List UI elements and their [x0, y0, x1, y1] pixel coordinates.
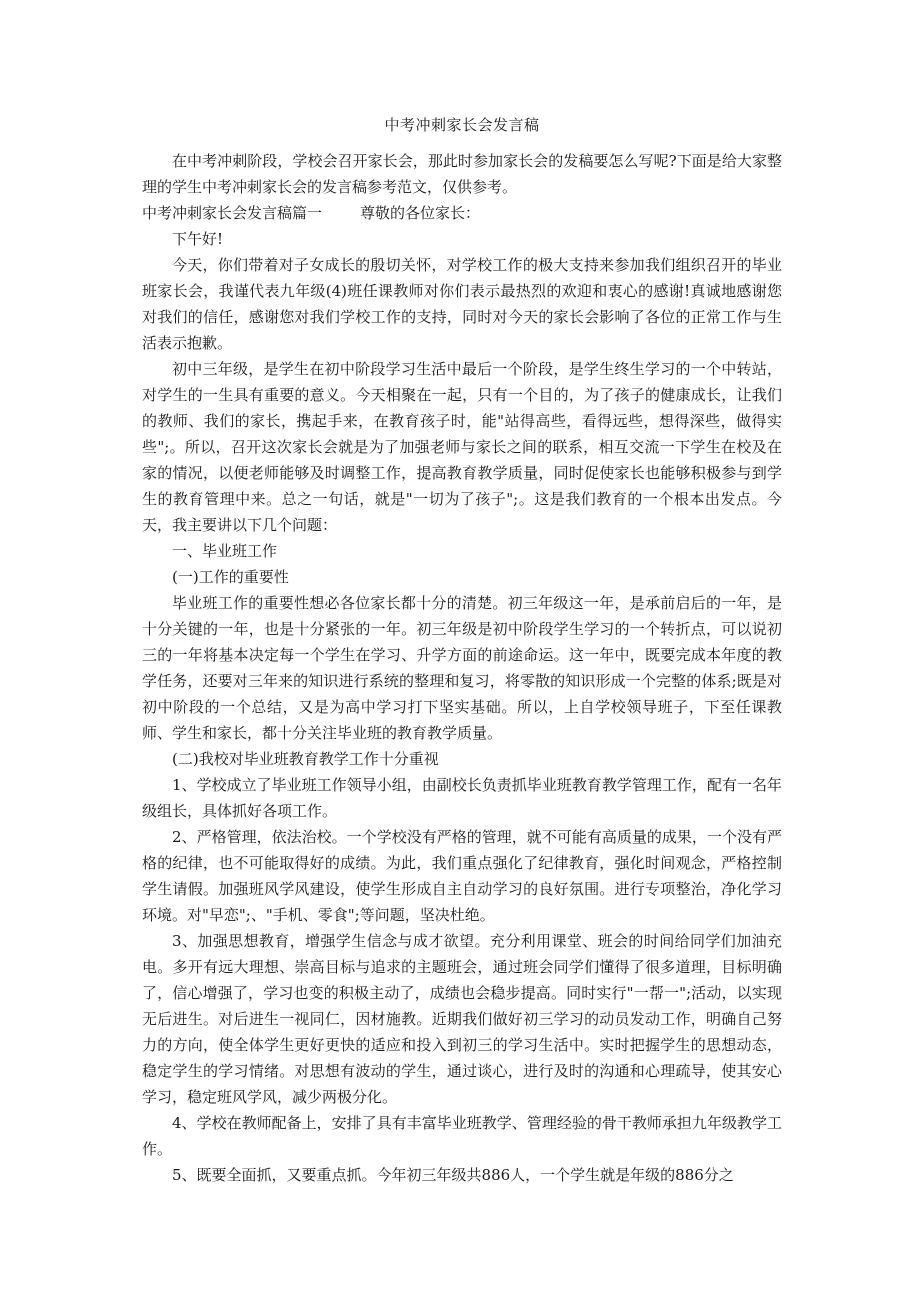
body-paragraph: 毕业班工作的重要性想必各位家长都十分的清楚。初三年级这一年，是承前启后的一年，是十分关键的一年，也是十分紧张的一年。初三年级是初中阶段学生学习的一个转折点，可以说初三的一年将基本决定每一个学生在学习、升学方面的前途命运。这一年中，既要完成本年度的教学任务，还要对三年来的知识进行系统的整理和复习，将零散的知识形成一个完整的体系;既是对初中阶段的一个总结，又是为高中学习打下坚实基础。所以，上自学校领导班子，下至任课教师、学生和家长，都十分关注毕业班的教育教学质量。: [142, 594, 782, 742]
document-page: [142, 112, 782, 1188]
body-paragraph: 今天，你们带着对子女成长的殷切关怀，对学校工作的极大支持来参加我们组织召开的毕业班家长会，我谨代表九年级(4)班任课教师对你们表示最热烈的欢迎和衷心的感谢!真诚地感谢您对我们的信任，感谢您对我们学校工作的支持，同时对今天的家长会影响了各位的正常工作与生活表示抱歉。: [142, 256, 782, 352]
list-item: 5、既要全面抓，又要重点抓。今年初三年级共886人，一个学生就是年级的886分之: [172, 1166, 734, 1184]
list-item: 2、严格管理，依法治校。一个学校没有严格的管理，就不可能有高质量的成果，一个没有严格的纪律，也不可能取得好的成绩。为此，我们重点强化了纪律教育，强化时间观念，严格控制学生请假。加强班风学风建设，使学生形成自主自动学习的良好氛围。进行专项整治，净化学习环境。对"早恋";、"手机、零食";等问题，坚决杜绝。: [142, 828, 782, 924]
section-heading-line: [142, 200, 782, 226]
list-item: 4、学校在教师配备上，安排了具有丰富毕业班教学、管理经验的骨干教师承担九年级教学工作。: [142, 1114, 782, 1158]
subsection-heading: (一)工作的重要性: [172, 568, 289, 586]
body-paragraph: 初中三年级，是学生在初中阶段学习生活中最后一个阶段，是学生终生学习的一个中转站，对学生的一生具有重要的意义。今天相聚在一起，只有一个目的，为了孩子的健康成长，让我们的教师、我们的家长，携起手来，在教育孩子时，能"站得高些，看得远些，想得深些，做得实些";。所以，召开这次家长会就是为了加强老师与家长之间的联系，相互交流一下学生在校及在家的情况，以便老师能够及时调整工作，提高教育教学质量，同时促使家长也能够积极参与到学生的教育管理中来。总之一句话，就是"一切为了孩子";。这是我们教育的一个根本出发点。今天，我主要讲以下几个问题：: [142, 360, 782, 534]
salutation: 尊敬的各位家长：: [360, 204, 481, 222]
greeting: 下午好!: [172, 230, 224, 248]
section-heading: 一、毕业班工作: [172, 542, 278, 560]
list-item: 1、学校成立了毕业班工作领导小组，由副校长负责抓毕业班教育教学管理工作，配有一名年级组长，具体抓好各项工作。: [142, 776, 782, 820]
subsection-heading: (二)我校对毕业班教育教学工作十分重视: [172, 750, 439, 768]
document-title: 中考冲刺家长会发言稿: [384, 116, 540, 134]
list-item: 3、加强思想教育，增强学生信念与成才欲望。充分利用课堂、班会的时间给同学们加油充电。多开有远大理想、崇高目标与追求的主题班会，通过班会同学们懂得了很多道理，目标明确了，信心增强了，学习也变的积极主动了，成绩也会稳步提高。同时实行"一帮一";活动，以实现无后进生。对后进生一视同仁，因材施教。近期我们做好初三学习的动员发动工作，明确自己努力的方向，使全体学生更好更快的适应和投入到初三的学习生活中。实时把握学生的思想动态，稳定学生的学习情绪。对思想有波动的学生，通过谈心，进行及时的沟通和心理疏导，使其安心学习，稳定班风学风，减少两极分化。: [142, 932, 782, 1106]
section-label: 中考冲刺家长会发言稿篇一: [142, 204, 323, 222]
intro-paragraph: 在中考冲刺阶段，学校会召开家长会，那此时参加家长会的发稿要怎么写呢?下面是给大家整理的学生中考冲刺家长会的发言稿参考范文，仅供参考。: [142, 152, 782, 196]
